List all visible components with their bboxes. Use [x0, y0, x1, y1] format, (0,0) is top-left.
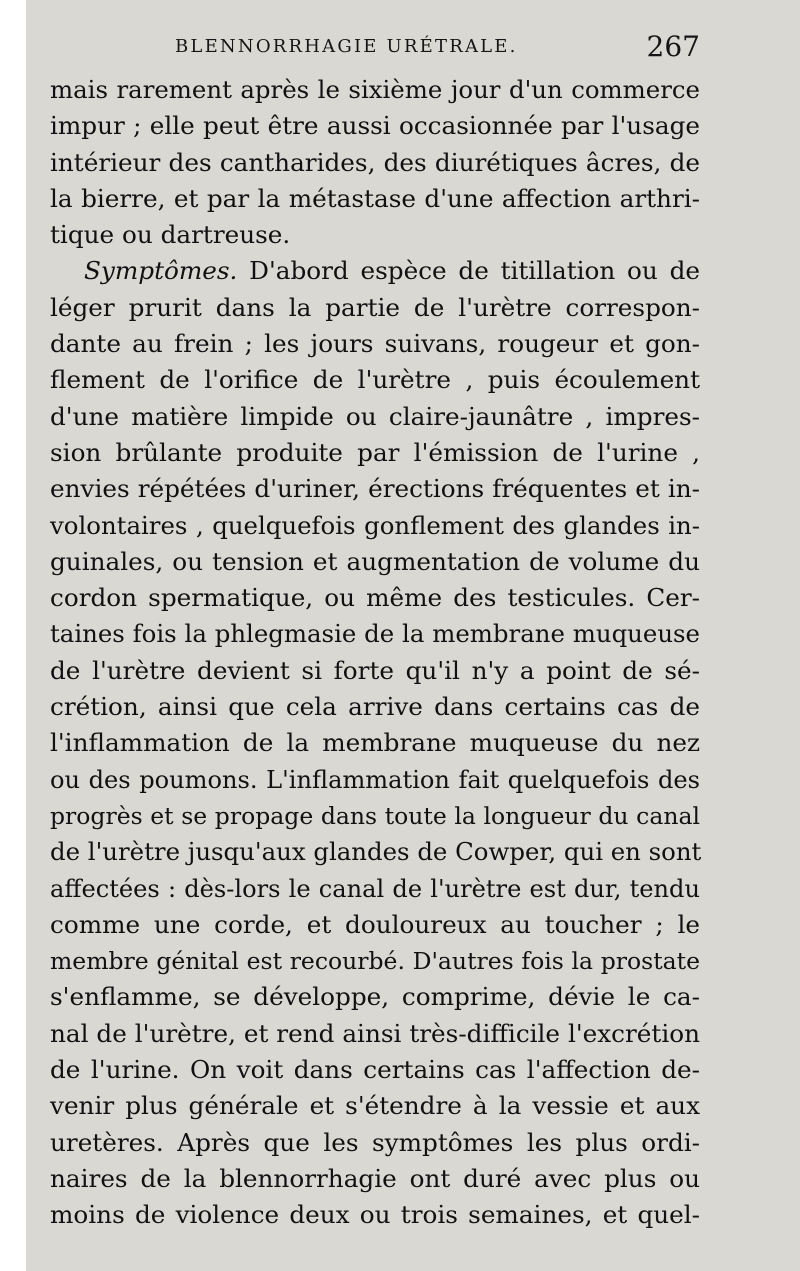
- text-line: l'inflammation de la membrane muqueuse du nez: [50, 728, 700, 758]
- text-line: guinales, ou tension et augmentation de volume du: [50, 546, 700, 576]
- text-line: de l'urètre jusqu'aux glandes de Cowper, qui en sont: [50, 837, 702, 867]
- text-line: membre génital est recourbé. D'autres fois la prostate: [50, 947, 700, 976]
- page-header: [50, 30, 700, 70]
- text-line: de l'urine. On voit dans certains cas l'affection de-: [50, 1055, 700, 1085]
- text-line: sion brûlante produite par l'émission de l'urine ,: [50, 437, 700, 467]
- page-margin-edge: [0, 0, 26, 1271]
- text-line: intérieur des cantharides, des diurétiques âcres, de: [50, 147, 700, 177]
- text-line: envies répétées d'uriner, érections fréquentes et in-: [50, 474, 700, 504]
- body-text: [50, 72, 700, 1234]
- text-line: naires de la blennorrhagie ont duré avec plus ou: [50, 1163, 700, 1193]
- text-line: uretères. Après que les symptômes les plus ordi-: [50, 1127, 700, 1157]
- text-line: d'une matière limpide ou claire-jaunâtre , impres-: [50, 401, 700, 431]
- text-line: ou des poumons. L'inflammation fait quelquefois des: [50, 765, 700, 794]
- text-line-continuation: D'abord espèce de titillation ou de: [237, 256, 700, 286]
- text-line: nal de l'urètre, et rend ainsi très-difficile l'excrétion: [50, 1018, 700, 1048]
- section-lead-symptomes: Symptômes.: [84, 256, 238, 286]
- text-line: léger prurit dans la partie de l'urètre correspon-: [50, 292, 700, 322]
- page-number: 267: [646, 30, 700, 63]
- text-line: crétion, ainsi que cela arrive dans certains cas de: [50, 692, 700, 722]
- text-line: flement de l'orifice de l'urètre , puis écoulement: [50, 365, 700, 395]
- text-line: la bierre, et par la métastase d'une affection arthri-: [50, 183, 700, 213]
- text-line: moins de violence deux ou trois semaines, et quel-: [50, 1200, 700, 1230]
- text-line: comme une corde, et douloureux au toucher ; le: [50, 909, 700, 939]
- text-line: volontaires , quelquefois gonflement des glandes in-: [50, 510, 700, 540]
- text-line: venir plus générale et s'étendre à la vessie et aux: [50, 1091, 700, 1121]
- text-line: mais rarement après le sixième jour d'un commerce: [50, 75, 700, 104]
- running-head: BLENNORRHAGIE URÉTRALE.: [175, 36, 518, 57]
- text-line: taines fois la phlegmasie de la membrane muqueuse: [50, 619, 700, 649]
- text-line: s'enflamme, se développe, comprime, dévie le ca-: [50, 982, 700, 1012]
- text-line: impur ; elle peut être aussi occasionnée par l'usage: [50, 111, 700, 141]
- text-line: cordon spermatique, ou même des testicules. Cer-: [50, 583, 700, 613]
- text-line: dante au frein ; les jours suivans, rougeur et gon-: [50, 329, 700, 359]
- text-line-symptomes: [50, 253, 700, 289]
- text-line: affectées : dès-lors le canal de l'urètre est dur, tendu: [50, 874, 700, 903]
- text-line: progrès et se propage dans toute la longueur du canal: [50, 801, 700, 830]
- text-line: de l'urètre devient si forte qu'il n'y a point de sé-: [50, 655, 700, 685]
- text-line: tique ou dartreuse.: [50, 220, 291, 250]
